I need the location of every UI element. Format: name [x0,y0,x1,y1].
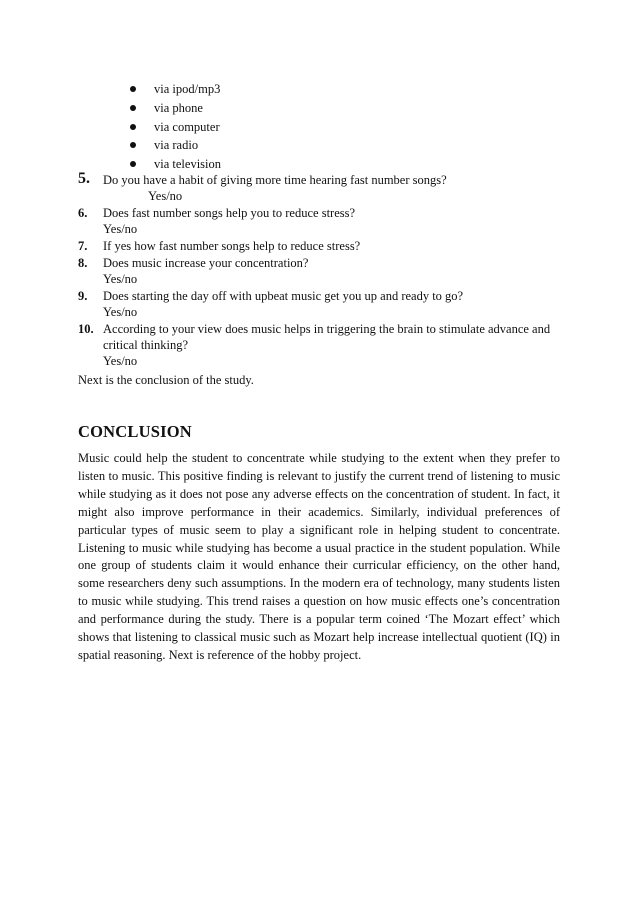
question-text: According to your view does music helps in triggering the brain to stimulate advance and critical thinking? [103,322,551,352]
question-text: Does fast number songs help you to reduce stress? [103,206,356,220]
bullet-item [130,80,221,99]
bullet-text: via radio [154,138,199,153]
question-number: 8. [78,256,88,270]
question-answer: Yes/no [103,305,138,319]
question-number: 5. [78,170,90,187]
question-number: 7. [78,239,88,253]
bullet-dot-icon [130,142,136,148]
bullet-item [130,99,221,118]
question-item-6 [78,205,568,237]
question-answer: Yes/no [103,222,138,236]
bullet-text: via computer [154,119,220,134]
question-number: 10. [78,322,94,336]
bullet-text: via ipod/mp3 [154,82,221,96]
bullet-item [130,136,221,155]
bullet-item [130,118,221,137]
bullet-text: via phone [154,100,203,115]
question-text: Does starting the day off with upbeat music get you up and ready to go? [103,289,464,303]
question-number: 6. [78,206,88,220]
question-text: Does music increase your concentration? [103,256,309,270]
question-answer: Yes/no [103,272,138,286]
question-number: 9. [78,289,88,303]
question-text: Do you have a habit of giving more time hearing fast number songs? [103,173,447,187]
question-list [78,172,568,370]
question-item-10 [78,321,568,369]
question-item-8 [78,255,568,287]
question-item-5 [78,172,568,204]
conclusion-heading: CONCLUSION [78,422,192,441]
bullet-text: via television [154,157,221,172]
next-section-text: Next is the conclusion of the study. [78,373,254,387]
bullet-dot-icon [130,124,136,130]
media-bullet-list [130,80,221,174]
conclusion-paragraph: Music could help the student to concentrate while studying to the extent when they prefer to listen to music. This positive finding is relevant to justify the current trend of listening to music while studying as it does not pose any adverse effects on the concentration of student. In fact, it might also improve performance in their academics. Similarly, individual preferences of particular types of music seem to play a significant role in helping student to concentrate. Listening to music while studying has become a usual practice in the student population. While one group of students claim it would enhance their curricular efficiency, on the other hand, some researchers deny such assumptions. In the modern era of technology, many students listen to music while studying. This trend raises a question on how music effects one’s concentration and performance during the study. There is a popular term coined ‘The Mozart effect’ which shows that listening to classical music such as Mozart help increase intellectual quotient (IQ) in spatial reasoning. Next is reference of the hobby project. [78,451,560,662]
bullet-dot-icon [130,86,136,92]
question-answer: Yes/no [103,354,138,368]
question-text: If yes how fast number songs help to reduce stress? [103,239,361,253]
question-item-9 [78,288,568,320]
question-item-7 [78,238,568,254]
bullet-dot-icon [130,105,136,111]
question-answer: Yes/no [148,189,183,203]
bullet-dot-icon [130,161,136,167]
